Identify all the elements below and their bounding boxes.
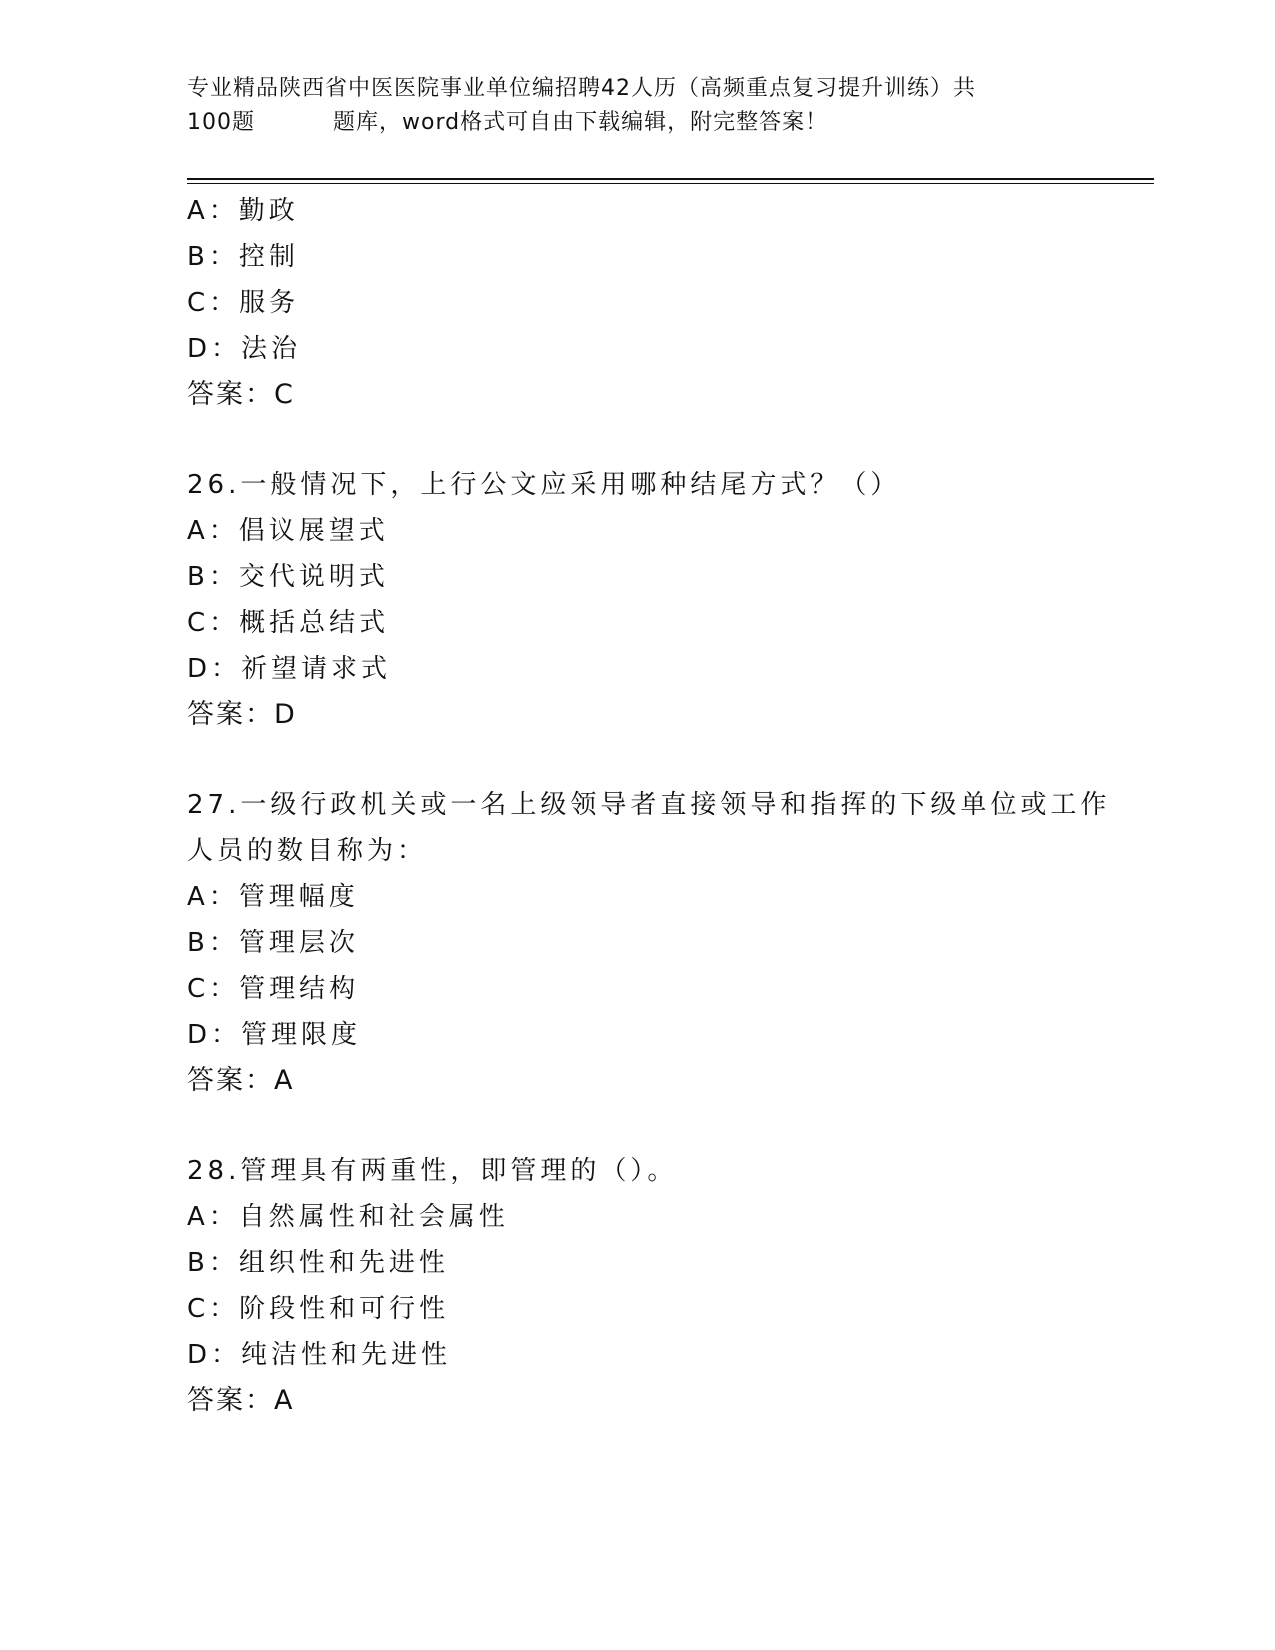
option-d: D：祈望请求式: [187, 654, 392, 684]
option-c: C：管理结构: [187, 974, 360, 1004]
header-rule-thin: [187, 183, 1154, 184]
question-list: [187, 188, 1111, 1424]
header-line-2-left: 100题: [187, 110, 255, 135]
option-c: C：阶段性和可行性: [187, 1294, 450, 1324]
question-27: [187, 782, 1111, 1104]
option-a: A：管理幅度: [187, 882, 359, 912]
answer: 答案：D: [187, 699, 297, 730]
header-line-2-right: 题库，word格式可自由下载编辑，附完整答案！: [333, 110, 829, 135]
option-d: D：管理限度: [187, 1020, 362, 1050]
answer: 答案：A: [187, 1385, 295, 1416]
option-a: A：倡议展望式: [187, 516, 389, 546]
option-c: C：服务: [187, 288, 300, 318]
option-a: A：勤政: [187, 196, 299, 226]
option-d: D：法治: [187, 334, 302, 364]
option-b: B：管理层次: [187, 928, 359, 958]
question-text-line-2: 人员的数目称为：: [187, 836, 428, 866]
question-26: [187, 462, 1087, 738]
question-text: 26.一般情况下，上行公文应采用哪种结尾方式？（）: [187, 470, 901, 500]
option-c: C：概括总结式: [187, 608, 390, 638]
document-header: [187, 72, 1087, 140]
question-text: 28.管理具有两重性，即管理的（）。: [187, 1156, 678, 1186]
answer: 答案：C: [187, 379, 295, 410]
answer: 答案：A: [187, 1065, 295, 1096]
option-b: B：组织性和先进性: [187, 1248, 449, 1278]
option-a: A：自然属性和社会属性: [187, 1202, 509, 1232]
question-28: [187, 1148, 1087, 1424]
option-d: D：纯洁性和先进性: [187, 1340, 452, 1370]
header-line-1: 专业精品陕西省中医医院事业单位编招聘42人历（高频重点复习提升训练）共: [187, 76, 976, 101]
option-b: B：交代说明式: [187, 562, 389, 592]
question-text-line-1: 27.一级行政机关或一名上级领导者直接领导和指挥的下级单位或工作: [187, 790, 1111, 820]
header-line-2: [187, 106, 1087, 140]
question-25: [187, 188, 1087, 418]
option-b: B：控制: [187, 242, 299, 272]
header-rule-thick: [187, 178, 1154, 180]
